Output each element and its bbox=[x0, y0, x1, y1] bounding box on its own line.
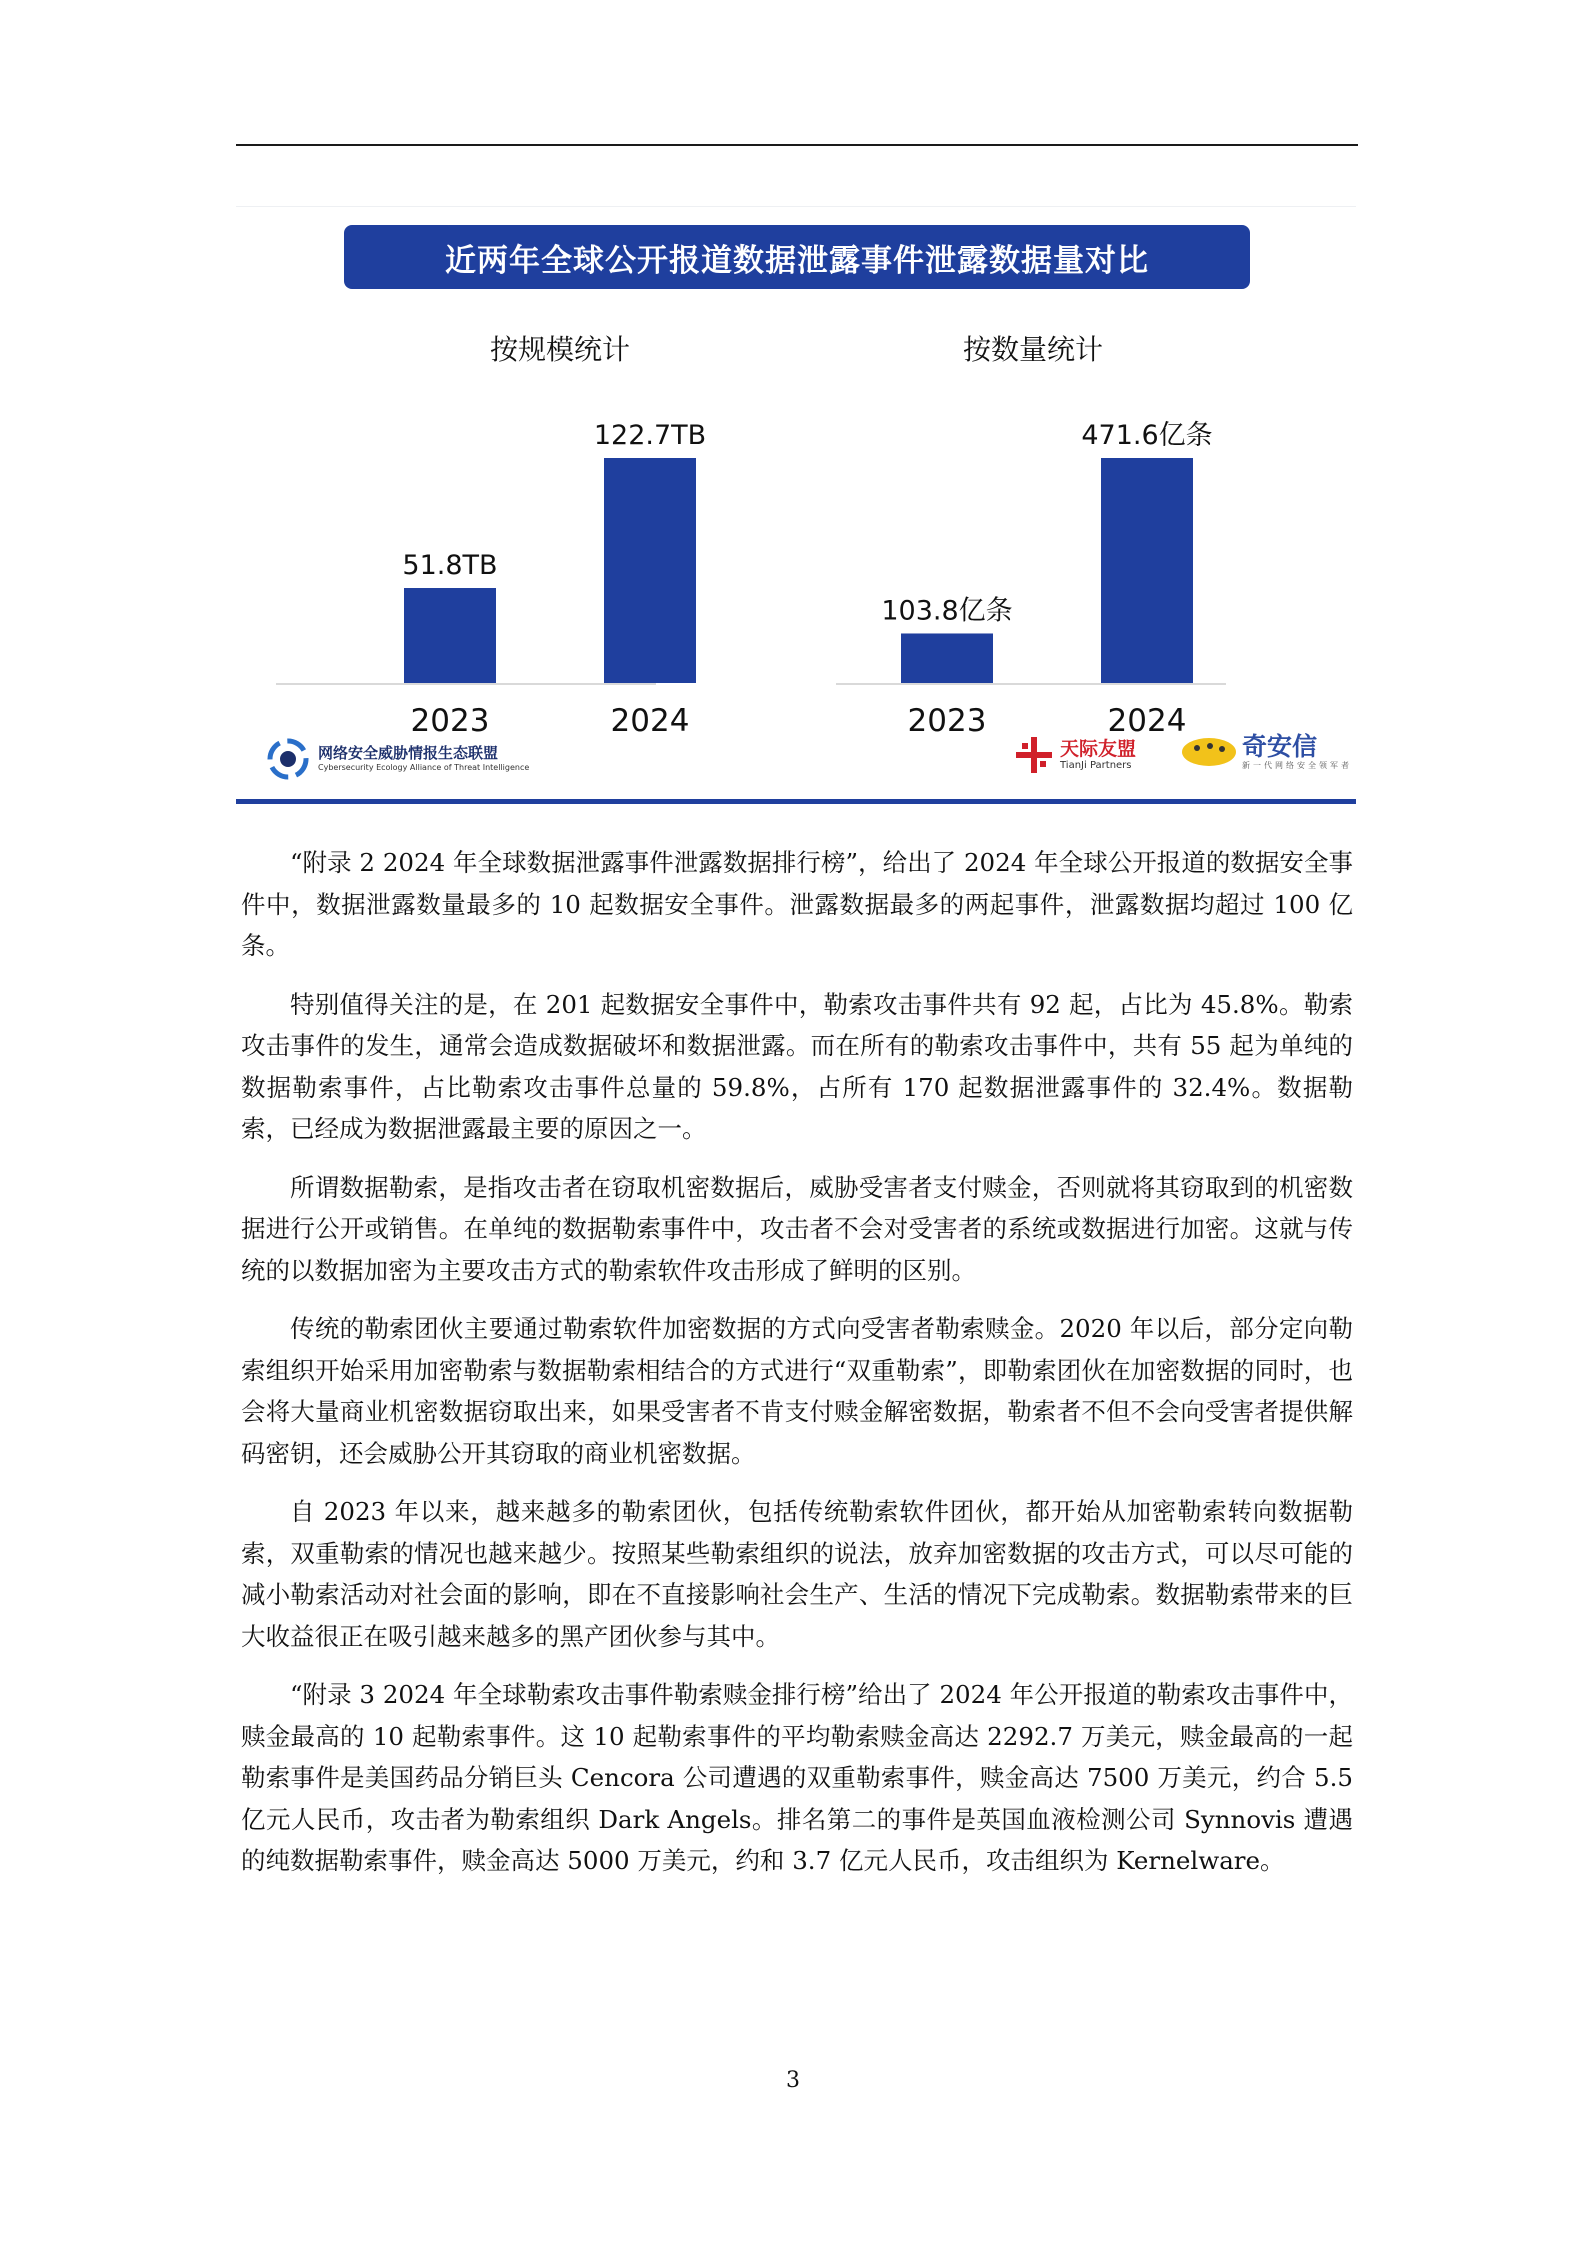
figure-footer-bar bbox=[236, 799, 1356, 804]
figure-title: 近两年全球公开报道数据泄露事件泄露数据量对比 bbox=[344, 225, 1250, 289]
body-text bbox=[241, 842, 1353, 1899]
paragraph: 特别值得关注的是，在 201 起数据安全事件中，勒索攻击事件共有 92 起，占比为 45.8%。勒索攻击事件的发生，通常会造成数据破坏和数据泄露。而在所有的勒索攻击事件中，共有 55 起为单纯的数据勒索事件，占比勒索攻击事件总量的 59.8%，占所有 170 起数据泄露事件的 32.4%。数据勒索，已经成为数据泄露最主要的原因之一。 bbox=[241, 989, 1353, 1143]
bar-2024 bbox=[604, 458, 696, 683]
chart-title: 按数量统计 bbox=[962, 333, 1104, 366]
bar-2023 bbox=[901, 633, 993, 683]
x-tick-label: 2023 bbox=[410, 703, 490, 739]
paragraph: 自 2023 年以来，越来越多的勒索团伙，包括传统勒索软件团伙，都开始从加密勒索转向数据勒索，双重勒索的情况也越来越少。按照某些勒索组织的说法，放弃加密数据的攻击方式，可以尽可能的减小勒索活动对社会面的影响，即在不直接影响社会生产、生活的情况下完成勒索。数据勒索带来的巨大收益很正在吸引越来越多的黑产团伙参与其中。 bbox=[241, 1497, 1353, 1651]
x-tick-label: 2023 bbox=[907, 703, 987, 739]
alliance-logo-sub: Cybersecurity Ecology Alliance of Threat Intelligence bbox=[318, 763, 530, 772]
tianji-logo-name: 天际友盟 bbox=[1060, 738, 1137, 760]
paragraph: 传统的勒索团伙主要通过勒索软件加密数据的方式向受害者勒索赎金。2020 年以后，部分定向勒索组织开始采用加密勒索与数据勒索相结合的方式进行“双重勒索”，即勒索团伙在加密数据的同时，也会将大量商业机密数据窃取出来，如果受害者不肯支付赎金解密数据，勒索者不但不会向受害者提供解码密钥，还会威胁公开其窃取的商业机密数据。 bbox=[241, 1314, 1353, 1468]
paragraph: 所谓数据勒索，是指攻击者在窃取机密数据后，威胁受害者支付赎金，否则就将其窃取到的机密数据进行公开或销售。在单纯的数据勒索事件中，攻击者不会对受害者的系统或数据进行加密。这就与传统的以数据加密为主要攻击方式的勒索软件攻击形成了鲜明的区别。 bbox=[241, 1172, 1353, 1285]
qianxin-logo-sub: 新一代网络安全领军者 bbox=[1242, 761, 1352, 770]
bar-value-label: 122.7TB bbox=[593, 420, 707, 451]
page-number: 3 bbox=[786, 2068, 800, 2093]
paragraph: “附录 2 2024 年全球数据泄露事件泄露数据排行榜”，给出了 2024 年全球公开报道的数据安全事件中，数据泄露数量最多的 10 起数据安全事件。泄露数据最多的两起事件，泄露数据均超过 100 亿条。 bbox=[241, 848, 1353, 960]
bar-value-label: 471.6亿条 bbox=[1081, 420, 1213, 451]
alliance-logo-name: 网络安全威胁情报生态联盟 bbox=[318, 744, 499, 762]
header-rule bbox=[236, 144, 1358, 146]
bar-2023 bbox=[404, 588, 496, 683]
tianji-logo-icon bbox=[1014, 735, 1054, 775]
chart-figure bbox=[236, 206, 1356, 813]
qianxin-logo-name: 奇安信 bbox=[1242, 732, 1318, 761]
chart-title: 按规模统计 bbox=[489, 333, 631, 366]
x-tick-label: 2024 bbox=[610, 703, 690, 739]
qianxin-logo-icon bbox=[1180, 734, 1238, 770]
bar-2024 bbox=[1101, 458, 1193, 683]
bar-value-label: 103.8亿条 bbox=[881, 595, 1013, 627]
alliance-logo-icon bbox=[266, 737, 310, 781]
paragraph: “附录 3 2024 年全球勒索攻击事件勒索赎金排行榜”给出了 2024 年公开报道的勒索攻击事件中，赎金最高的 10 起勒索事件。这 10 起勒索事件的平均勒索赎金高达 2292.7 万美元，赎金最高的一起勒索事件是美国药品分销巨头 Cencora 公司遭遇的双重勒索事件，赎金高达 7500 万美元，约合 5.5 亿元人民币，攻击者为勒索组织 Dark Angels。排名第二的事件是英国血液检测公司 Synnovis 遭遇的纯数据勒索事件，赎金高达 5000 万美元，约和 3.7 亿元人民币，攻击组织为 Kernelware。 bbox=[241, 1680, 1353, 1875]
qianxin-logo bbox=[1180, 733, 1352, 771]
tianji-logo bbox=[1014, 735, 1136, 775]
bar-charts bbox=[236, 207, 1356, 807]
bar-value-label: 51.8TB bbox=[402, 550, 498, 582]
tianji-logo-sub: TianJi Partners bbox=[1060, 760, 1132, 771]
alliance-logo bbox=[266, 737, 529, 781]
x-tick-label: 2024 bbox=[1107, 703, 1187, 739]
